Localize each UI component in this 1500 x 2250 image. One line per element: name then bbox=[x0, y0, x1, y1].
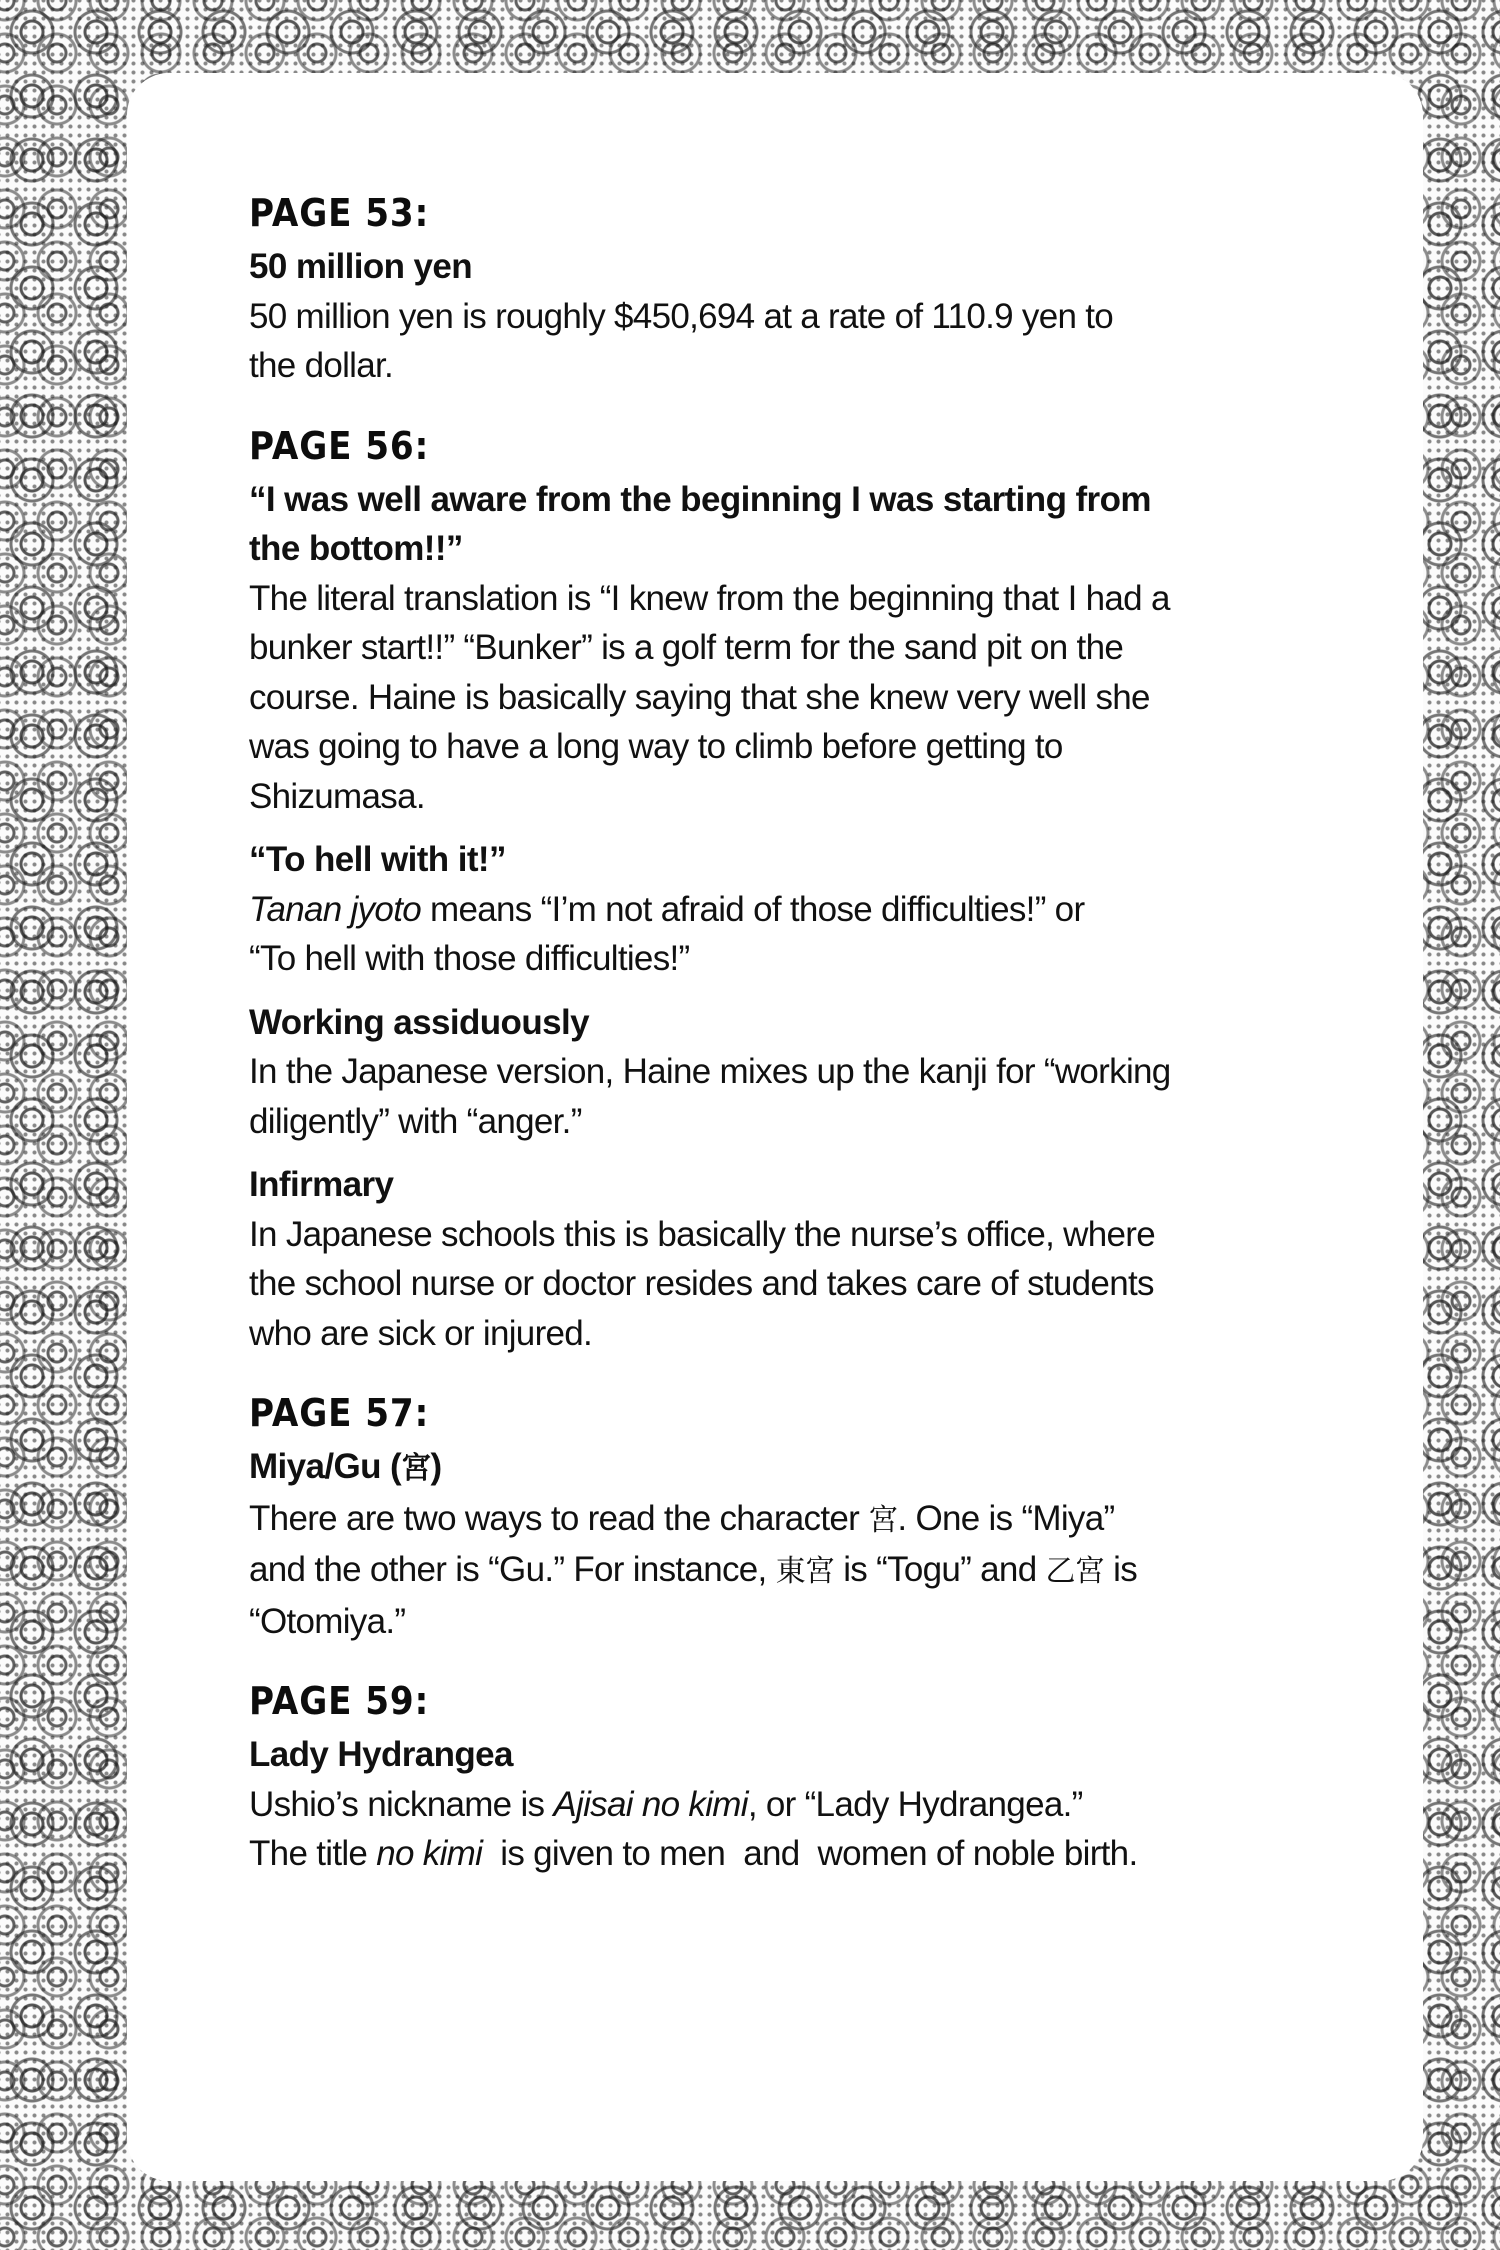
italic-term: no kimi bbox=[376, 1834, 483, 1873]
note-body-line: “To hell with those difficulties!” bbox=[249, 939, 690, 978]
note-term: “To hell with it!” bbox=[249, 840, 506, 879]
kanji-glyph: 宮 bbox=[401, 1451, 431, 1486]
section-page-53 bbox=[249, 188, 1329, 391]
note-body-line bbox=[249, 885, 1329, 935]
note-term: Lady Hydrangea bbox=[249, 1735, 513, 1774]
section-page-59 bbox=[249, 1676, 1329, 1879]
note-working-assiduously bbox=[249, 998, 1329, 1147]
note-term: Infirmary bbox=[249, 1165, 394, 1204]
note-term: Working assiduously bbox=[249, 1002, 589, 1042]
text-span: Miya/Gu ( bbox=[249, 1447, 402, 1486]
text-span: and the other is “Gu.” For instance, bbox=[249, 1550, 776, 1589]
note-body-line: “Otomiya.” bbox=[249, 1601, 406, 1641]
note-body-line: In Japanese schools this is basically the nurse’s office, where bbox=[249, 1214, 1155, 1254]
note-body-line: Shizumasa. bbox=[249, 776, 425, 816]
section-page-56 bbox=[249, 421, 1329, 1359]
text-span: Ushio’s nickname is bbox=[249, 1784, 554, 1824]
section-page-57 bbox=[249, 1388, 1329, 1646]
note-body-line: who are sick or injured. bbox=[249, 1313, 593, 1353]
italic-term: Tanan jyoto bbox=[249, 889, 421, 929]
note-term: “I was well aware from the beginning I was starting from bbox=[249, 479, 1151, 519]
kanji-glyph: 宮 bbox=[868, 1502, 898, 1538]
note-body-line bbox=[249, 1829, 1329, 1879]
note-body-line: the dollar. bbox=[249, 346, 394, 385]
note-body-line: the school nurse or doctor resides and takes care of students bbox=[249, 1264, 1154, 1303]
note-miya-gu bbox=[249, 1442, 1329, 1646]
note-body-line: diligently” with “anger.” bbox=[249, 1101, 582, 1141]
note-body-line: In the Japanese version, Haine mixes up the kanji for “working bbox=[249, 1052, 1171, 1091]
text-span: ) bbox=[430, 1447, 442, 1486]
note-50-million-yen bbox=[249, 242, 1329, 391]
text-span: . One is “Miya” bbox=[897, 1498, 1115, 1538]
note-lady-hydrangea bbox=[249, 1730, 1329, 1879]
note-to-hell-with-it bbox=[249, 835, 1329, 984]
note-body-line: 50 million yen is roughly $450,694 at a rate of 110.9 yen to bbox=[249, 296, 1114, 336]
note-starting-from-bottom bbox=[249, 475, 1329, 822]
note-body-line bbox=[249, 1545, 1329, 1597]
page-heading: PAGE 59: bbox=[249, 1679, 430, 1723]
note-body-line: was going to have a long way to climb before getting to bbox=[249, 727, 1063, 766]
text-span: The title bbox=[249, 1834, 377, 1873]
kanji-glyph: 乙宮 bbox=[1045, 1554, 1105, 1589]
translation-notes bbox=[249, 188, 1329, 1909]
kanji-glyph: 東宮 bbox=[775, 1554, 835, 1589]
page-heading: PAGE 57: bbox=[249, 1391, 430, 1435]
note-term: the bottom!!” bbox=[249, 529, 463, 568]
note-body-line: bunker start!!” “Bunker” is a golf term for the sand pit on the bbox=[249, 628, 1124, 667]
text-span: means “I’m not afraid of those difficulties!” or bbox=[420, 889, 1085, 929]
text-span: is given to men and women of noble birth. bbox=[482, 1834, 1138, 1873]
note-body-line bbox=[249, 1494, 1329, 1546]
italic-term: Ajisai no kimi bbox=[553, 1784, 748, 1824]
note-term bbox=[249, 1442, 1329, 1494]
text-span: , or “Lady Hydrangea.” bbox=[747, 1784, 1083, 1824]
note-term: 50 million yen bbox=[249, 247, 473, 286]
note-infirmary bbox=[249, 1160, 1329, 1358]
text-span: is bbox=[1104, 1550, 1137, 1589]
text-span: There are two ways to read the character bbox=[249, 1498, 869, 1538]
note-body-line: course. Haine is basically saying that she knew very well she bbox=[249, 677, 1150, 717]
page-heading: PAGE 53: bbox=[249, 191, 430, 235]
text-span: is “Togu” and bbox=[834, 1550, 1046, 1589]
note-body-line: The literal translation is “I knew from the beginning that I had a bbox=[249, 578, 1170, 618]
note-body-line bbox=[249, 1780, 1329, 1830]
page-heading: PAGE 56: bbox=[249, 423, 430, 468]
